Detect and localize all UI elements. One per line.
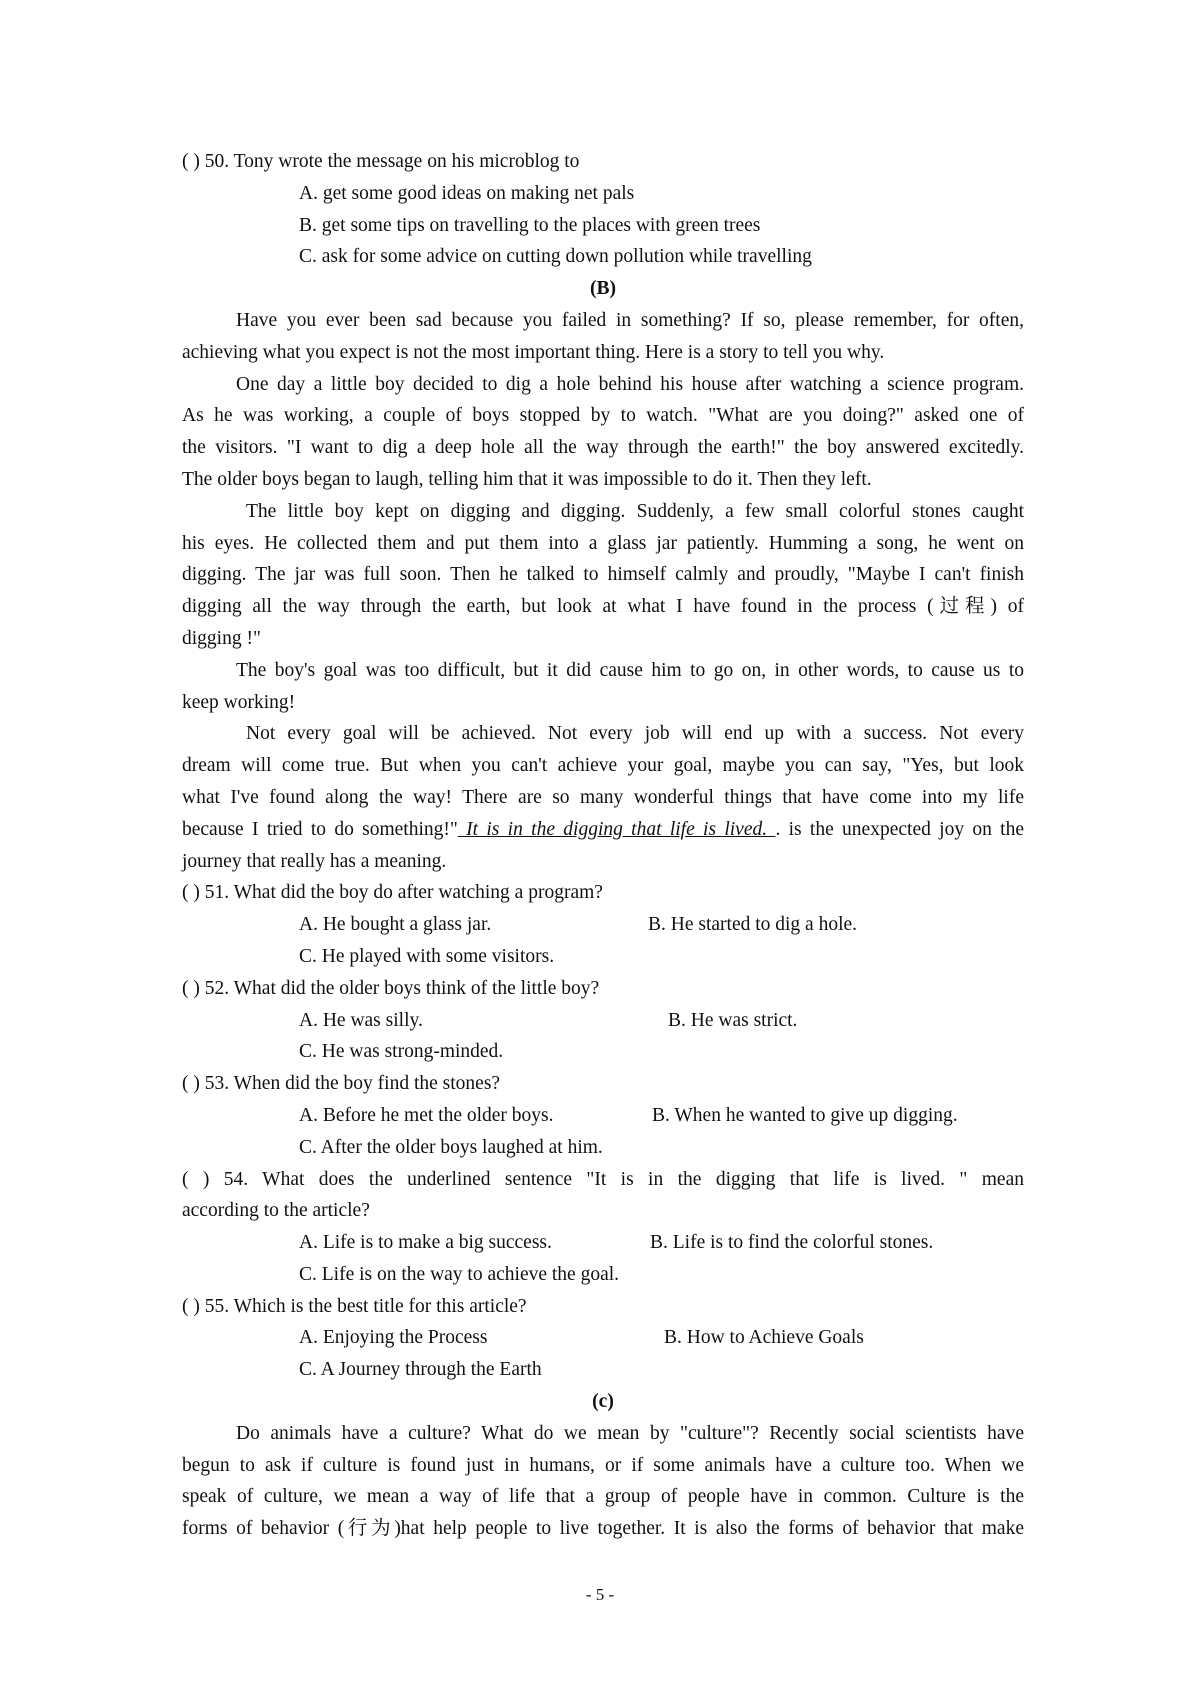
- section-c-title: (c): [592, 1391, 614, 1413]
- q54-option-b: B. Life is to find the colorful stones.: [650, 1232, 934, 1254]
- q50-option-b: B. get some tips on travelling to the places with green trees: [299, 214, 761, 236]
- q53-option-c: C. After the older boys laughed at him.: [299, 1136, 603, 1158]
- page-number: - 5 -: [585, 1585, 615, 1604]
- q52-option-a: A. He was silly.: [299, 1009, 423, 1031]
- q51-option-a: A. He bought a glass jar.: [299, 914, 492, 936]
- question-52-stem: ( ) 52. What did the older boys think of the little boy?: [182, 977, 600, 999]
- q51-option-c: C. He played with some visitors.: [299, 945, 555, 967]
- question-53-stem: ( ) 53. When did the boy find the stones?: [182, 1073, 501, 1095]
- q54-option-a: A. Life is to make a big success.: [299, 1232, 552, 1254]
- passage-c-paragraph-1: Do animals have a culture? What do we mean by "culture"? Recently social scientists have begun to ask if culture is found just in humans, or if some animals have a culture too. When we speak of culture, we mean a way of life that a group of people have in common. Culture is the forms of behavior (行为)hat help people to live together. It is also the forms of behavior that make: [182, 1422, 1024, 1540]
- q52-option-b: B. He was strict.: [668, 1009, 798, 1031]
- q53-option-a: A. Before he met the older boys.: [299, 1104, 554, 1126]
- question-54-stem-cont: according to the article?: [182, 1200, 370, 1222]
- passage-b-paragraph-4: The boy's goal was too difficult, but it did cause him to go on, in other words, to cause us to keep working!: [182, 659, 1024, 713]
- passage-b-paragraph-1: Have you ever been sad because you failed in something? If so, please remember, for often, achieving what you expect is not the most important thing. Here is a story to tell you why.: [182, 309, 1024, 363]
- q53-option-b: B. When he wanted to give up digging.: [652, 1104, 958, 1126]
- question-54-stem: ( ) 54. What does the underlined sentence "It is in the digging that life is lived. " mean: [182, 1168, 1024, 1190]
- q55-option-b: B. How to Achieve Goals: [664, 1327, 864, 1349]
- question-50-stem: ( ) 50. Tony wrote the message on his microblog to: [182, 151, 580, 172]
- section-b-title: (B): [590, 278, 616, 300]
- q55-option-c: C. A Journey through the Earth: [299, 1359, 542, 1381]
- passage-b-paragraph-5: Not every goal will be achieved. Not every job will end up with a success. Not every dream will come true. But when you can't achieve your goal, maybe you can say, "Yes, but look what I've found along the way! There are so many wonderful things that have come into my life because I tried to do something!" It is in the digging that life is lived. . is the unexpected joy on the journey that really has a meaning.: [182, 723, 1025, 872]
- q50-option-a: A. get some good ideas on making net pals: [299, 182, 635, 204]
- q51-option-b: B. He started to dig a hole.: [648, 914, 858, 936]
- underlined-sentence: It is in the digging that life is lived.: [457, 818, 776, 840]
- exam-page: [182, 146, 1024, 1545]
- passage-b-paragraph-2: One day a little boy decided to dig a hole behind his house after watching a science program. As he was working, a couple of boys stopped by to watch. "What are you doing?" asked one of the visitors. "I want to dig a deep hole all the way through the earth!" the boy answered excitedly. The older boys began to laugh, telling him that it was impossible to do it. Then they left.: [182, 373, 1024, 490]
- q50-option-c: C. ask for some advice on cutting down pollution while travelling: [299, 246, 812, 268]
- q54-option-c: C. Life is on the way to achieve the goal.: [299, 1263, 620, 1285]
- question-55-stem: ( ) 55. Which is the best title for this article?: [182, 1295, 527, 1317]
- passage-b-paragraph-3: The little boy kept on digging and digging. Suddenly, a few small colorful stones caught his eyes. He collected them and put them into a glass jar patiently. Humming a song, he went on digging. The jar was full soon. Then he talked to himself calmly and proudly, "Maybe I can't finish digging all the way through the earth, but look at what I have found in the process (过程) of digging !": [182, 500, 1024, 649]
- question-51-stem: ( ) 51. What did the boy do after watching a program?: [182, 882, 603, 904]
- q55-option-a: A. Enjoying the Process: [299, 1327, 488, 1349]
- q52-option-c: C. He was strong-minded.: [299, 1041, 504, 1063]
